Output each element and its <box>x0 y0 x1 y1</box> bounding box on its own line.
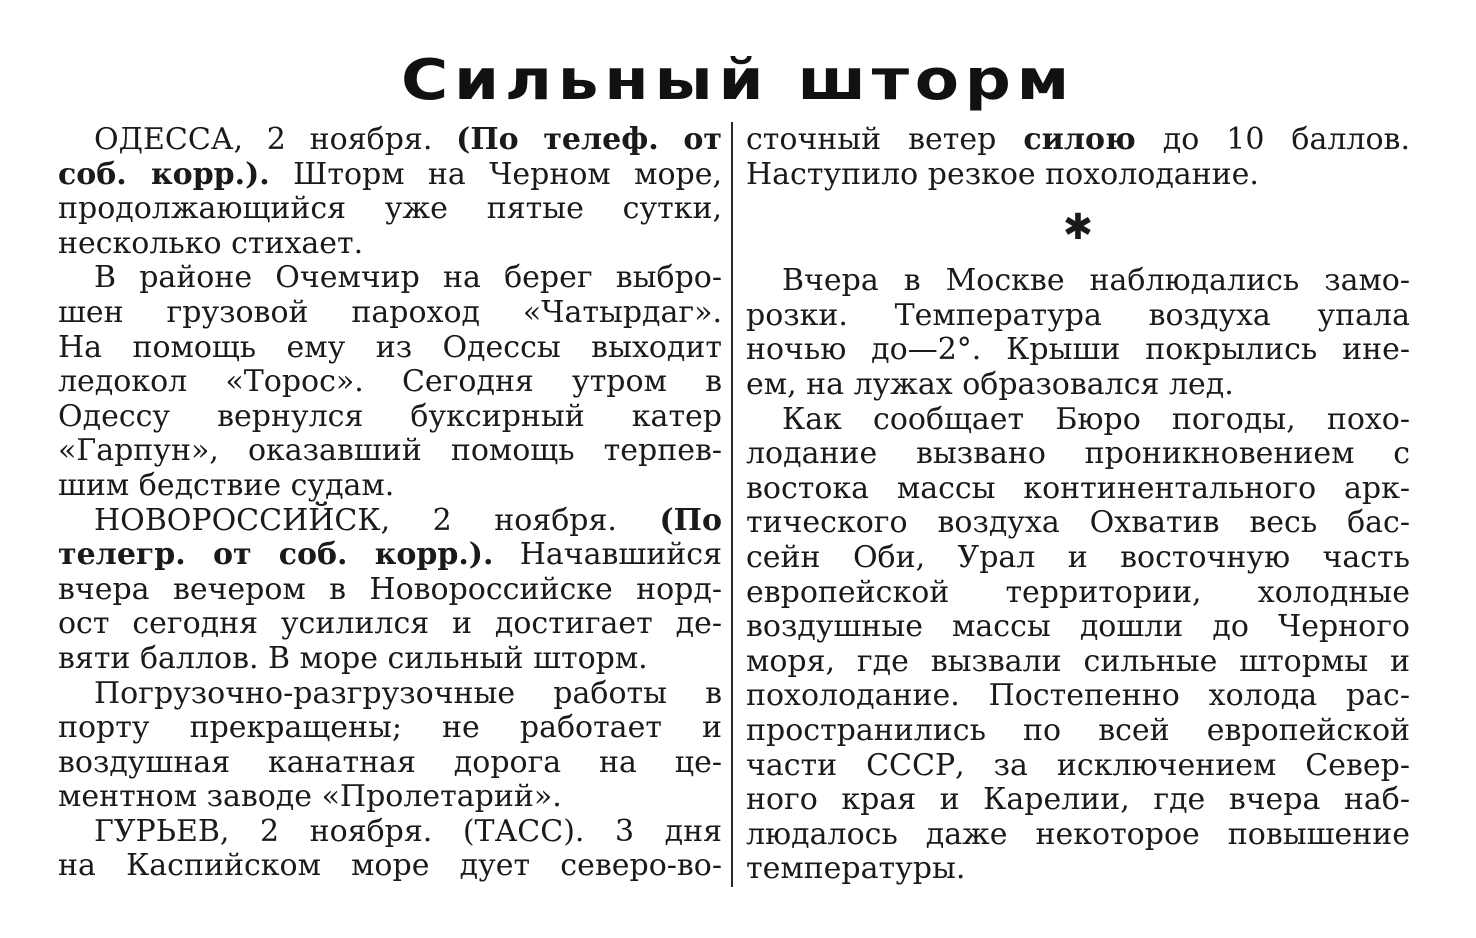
text-line: ледокол «Торос». Сегодня утром в <box>58 364 722 400</box>
source-credit: (По телеф. от <box>456 122 722 157</box>
text-line: пространились по всей европейской <box>746 712 1410 748</box>
text-line: ост сегодня усилился и достигает де- <box>58 606 722 642</box>
text-line: Одессу вернулся буксирный катер <box>58 398 722 434</box>
text-line <box>746 123 1410 158</box>
text-line: части СССР, за исключением Север- <box>746 747 1410 783</box>
text-line: розки. Температура воздуха упала <box>746 297 1410 333</box>
text-span: сточный ветер <box>746 122 997 157</box>
text-line: ем, на лужах образовался лед. <box>746 366 1234 402</box>
paragraph-port <box>58 677 722 815</box>
paragraph-guryev-continued <box>746 123 1410 192</box>
text-line <box>58 123 722 158</box>
left-column <box>58 123 722 884</box>
paragraph-weather-bureau <box>746 403 1410 887</box>
text-line: людалось даже некоторое повышение <box>746 816 1410 852</box>
text-line: Вчера в Москве наблюдались замо- <box>782 263 1410 299</box>
text-line: ГУРЬЕВ, 2 ноября. (ТАСС). 3 дня <box>94 813 722 849</box>
text-line: вчера вечером в Новороссийске норд- <box>58 571 722 607</box>
text-line: продолжающийся уже пятые сутки, <box>58 191 722 227</box>
paragraph-guryev <box>58 815 722 884</box>
source-credit: телегр. от соб. корр.). <box>58 537 494 573</box>
text-line: шим бедствие судам. <box>58 467 395 503</box>
text-line: ного края и Карелии, где вчера наб- <box>746 782 1410 818</box>
text-line: На помощь ему из Одессы выходит <box>58 329 722 365</box>
text-line: европейской территории, холодные <box>746 574 1410 610</box>
text-line: Наступило резкое похолодание. <box>746 156 1259 192</box>
text-line: лодание вызвано проникновением с <box>746 436 1410 472</box>
text-span: Начавшийся <box>519 537 722 573</box>
text-line: на Каспийском море дует северо-во- <box>58 848 722 884</box>
text-line: температуры. <box>746 851 966 887</box>
text-line: ментном заводе «Пролетарий». <box>58 779 562 815</box>
headline: Сильный шторм <box>400 48 1076 113</box>
source-credit: соб. корр.). <box>58 156 270 192</box>
text-line: «Гарпун», оказавший помощь терпев- <box>58 433 722 469</box>
column-divider <box>731 122 733 887</box>
text-line <box>58 158 722 193</box>
text-span: Шторм на Черном море, <box>293 156 722 192</box>
paragraph-novorossiysk <box>58 504 722 677</box>
text-line: вяти баллов. В море сильный шторм. <box>58 640 648 676</box>
text-line: сейн Оби, Урал и восточную часть <box>746 539 1410 575</box>
dateline: НОВОРОССИЙСК, 2 ноября. <box>94 502 617 538</box>
text-line <box>58 504 722 539</box>
text-line: В районе Очемчир на берег выбро- <box>94 260 722 296</box>
paragraph-moscow <box>746 264 1410 402</box>
text-line: порту прекращены; не работает и <box>58 710 722 746</box>
text-line: воздушные массы дошли до Черного <box>746 609 1410 645</box>
text-line: несколько стихает. <box>58 225 364 261</box>
paragraph-odessa <box>58 123 722 261</box>
text-line: моря, где вызвали сильные штормы и <box>746 643 1410 679</box>
text-line: Как сообщает Бюро погоды, похо- <box>782 401 1410 437</box>
text-line: шен грузовой пароход «Чатырдаг». <box>58 294 722 330</box>
dateline: ОДЕССА, 2 ноября. <box>94 122 433 157</box>
source-credit: (По <box>659 502 722 538</box>
right-column <box>746 123 1410 887</box>
text-line: Погрузочно-разгрузочные работы в <box>94 675 722 711</box>
text-span: до 10 баллов. <box>1162 122 1410 157</box>
text-line: похолодание. Постепенно холода рас- <box>746 678 1410 714</box>
text-line: тического воздуха Охватив весь бас- <box>746 505 1410 541</box>
asterisk-separator-icon: ✱ <box>1062 207 1094 249</box>
text-line <box>58 538 722 573</box>
text-line: воздушная канатная дорога на це- <box>58 744 722 780</box>
paragraph-ochemchir <box>58 261 722 503</box>
text-line: ночью до—2°. Крыши покрылись ине- <box>746 332 1410 368</box>
text-line: востока массы континентального арк- <box>746 470 1410 506</box>
bold-word: силою <box>1023 122 1136 157</box>
